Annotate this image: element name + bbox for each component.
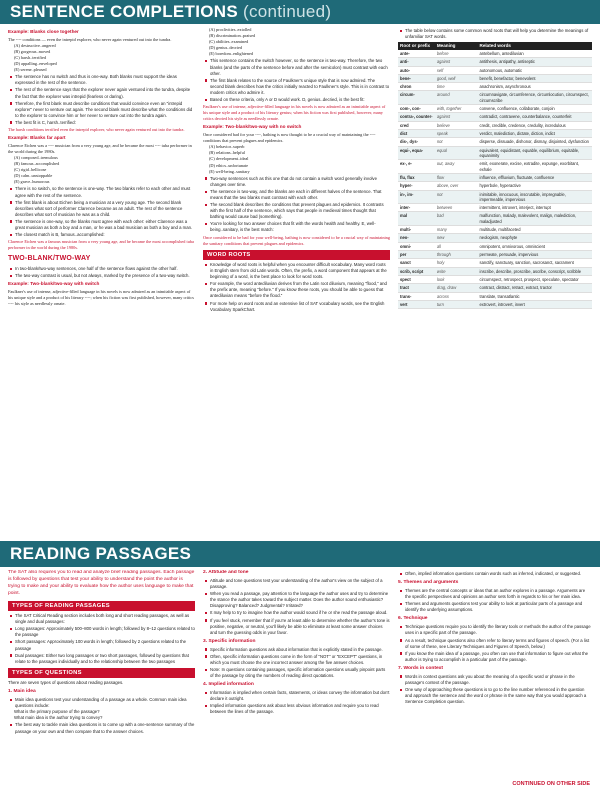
meaning-cell: many xyxy=(435,226,478,234)
table-intro: The table below contains some common word roots that will help you determine the meanings of unfamiliar SAT words. xyxy=(398,28,592,40)
sub-bullet: What is the primary purpose of the passage? xyxy=(14,709,100,715)
example-solution: Once considered to be bad for your well-being, bathing is now considered to be a crucial way of maintaining the sanitary conditions that prevent plagues and epidemics. xyxy=(203,234,390,246)
related-words-cell: equivalent, equidistant, equable, equilibrium, equitable, equanimity xyxy=(478,146,592,160)
root-cell: trans- xyxy=(398,292,435,300)
answer-choice: (A) behavior..superb xyxy=(209,144,245,150)
root-cell: chron xyxy=(398,83,435,91)
table-row xyxy=(398,212,592,226)
table-row xyxy=(398,121,592,129)
table-row xyxy=(398,66,592,74)
answer-choice: (C) harsh..terrified xyxy=(14,54,47,60)
bullet: The first blank is about Eichen being a musician at a very young age. The second blank describes what sort of performer Clarence became as an adult. The rest of the sentence describes what sort of musician he was as a child. xyxy=(8,200,195,218)
banner-suffix: (continued) xyxy=(243,1,332,21)
root-cell: anti- xyxy=(398,58,435,66)
root-cell: mal xyxy=(398,212,435,226)
root-cell: cred xyxy=(398,121,435,129)
table-row xyxy=(398,91,592,105)
answer-choice: (D) genius..decried xyxy=(209,45,243,51)
bullet: Implied information questions ask about less obvious information and require you to read between the lines of the passage. xyxy=(203,703,390,715)
bullet: This sentence contains the switch however, so the sentence is two-way. Therefore, the two blanks (and the parts of the sentence before and after the semicolon) must contrast with each other. xyxy=(203,58,390,76)
answer-choice: (E) serene..pleased xyxy=(14,67,47,73)
bullet: Technique questions require you to identify the literary tools or methods the author of the passage uses in a specific part of the passage. xyxy=(398,624,592,636)
related-words-cell: intermittent, introvert, interject, interrupt xyxy=(478,204,592,212)
bullet: You're looking for two answer choices that fit with the words health and healthy. E, well-being..sanitary, is the best match: xyxy=(203,221,390,233)
table-row xyxy=(398,160,592,174)
bullet: Long passages: Approximately 500–800 words in length; followed by 8–12 questions related to the passage xyxy=(8,626,195,638)
bullet: It may help to try to imagine how the author would sound if he or she read the passage aloud. xyxy=(203,610,390,616)
example-title: Example: Blanks close together xyxy=(8,29,79,34)
answer-choices xyxy=(8,43,195,73)
related-words-cell: credit, credible, credence, credulity, incredulous xyxy=(478,121,592,129)
reading-intro: The SAT also requires you to read and analyze brief reading passages. Each passage is followed by questions that test your ability to understand the point the author is trying to make and your ability to evaluate how the author uses language to make that point. xyxy=(8,570,195,596)
meaning-cell: turn xyxy=(435,300,478,308)
root-cell: equi-, equa- xyxy=(398,146,435,160)
answer-choice: (C) abilities..examined xyxy=(209,39,249,45)
meaning-cell: not xyxy=(435,190,478,204)
table-row xyxy=(398,83,592,91)
meaning-cell: through xyxy=(435,251,478,259)
table-row xyxy=(398,267,592,275)
answer-choice: (E) boredom..enlightened xyxy=(209,51,254,57)
root-cell: spect xyxy=(398,275,435,283)
column-2 xyxy=(203,27,390,539)
bullet: The closest match is B, famous..accomplished: xyxy=(8,232,195,238)
table-row xyxy=(398,58,592,66)
answer-choices xyxy=(203,27,390,57)
example-solution: Faulkner's use of intense, adjective-filled language in his novels is now admired as an inimitable aspect of his unique style and a product of his literary genius; when his fiction was first published, however, many critics decried his style as needlessly ornate. xyxy=(203,104,386,122)
root-cell: ex-, e- xyxy=(398,160,435,174)
meaning-cell: across xyxy=(435,292,478,300)
answer-choice: (A) proclivities..extolled xyxy=(209,27,252,32)
bullet: If you feel stuck, remember that if you're at least able to determine whether the author's tone is positive, negative, or neutral, you'll likely be able to eliminate at least some answer choices and turn the guessing odds in your favor. xyxy=(203,618,390,636)
related-words-cell: antithesis, antipathy, antiseptic xyxy=(478,58,592,66)
bullet: Specific information questions ask about information that is explicitly stated in the passage. xyxy=(203,647,390,653)
table-header-row xyxy=(398,42,592,50)
root-cell: flu, flux xyxy=(398,173,435,181)
root-cell: sanct xyxy=(398,259,435,267)
bullet: The sentence has no switch and thus is one-way. Both blanks must support the ideas expressed in the rest of the sentence. xyxy=(8,74,195,86)
related-words-cell: benefit, benefactor, benevolent xyxy=(478,74,592,82)
column-header: Root or prefix xyxy=(398,42,435,50)
meaning-cell: time xyxy=(435,83,478,91)
table-row xyxy=(398,105,592,113)
bullet: Themes are the central concepts or ideas that an author explores in a passage. Arguments are the specific perspectives and opinions an author sets forth in regards to his or her main idea. xyxy=(398,588,592,600)
meaning-cell: against xyxy=(435,113,478,121)
root-cell: circum- xyxy=(398,91,435,105)
bullet: Information is implied when certain facts, statements, or ideas convey the information but don't declare it outright. xyxy=(203,690,390,702)
table-row xyxy=(398,234,592,242)
bullet: Main idea questions test your understanding of a passage as a whole. Common main idea questions include: xyxy=(8,697,195,709)
example-solution: The harsh conditions terrified even the intrepid explorer, who never again ventured out into the tundra. xyxy=(8,126,185,132)
bullet: For example, the word antediluvian derives from the Latin root diluvium, meaning "flood," and the prefix ante, meaning "before." If you know these roots, you should be able to guess that antediluvian means "before the flood." xyxy=(203,281,390,299)
bullet: For more help on word roots and an extensive list of SAT vocabulary words, see the English Vocabulary SparkChart. xyxy=(203,301,390,313)
subheading: 7. Words in context xyxy=(398,665,444,671)
answer-choice: (D) calm..unstoppable xyxy=(14,173,53,179)
related-words-cell: autonomous, automatic xyxy=(478,66,592,74)
meaning-cell: with, together xyxy=(435,105,478,113)
subheading: 1. Main idea xyxy=(8,689,36,695)
bullet: In two-blank/two-way sentences, one half of the sentence flows against the other half. xyxy=(8,266,195,272)
root-cell: in-, im- xyxy=(398,190,435,204)
root-cell: auto- xyxy=(398,66,435,74)
table-row xyxy=(398,259,592,267)
root-cell: dis-, dys- xyxy=(398,138,435,146)
meaning-cell: drag, draw xyxy=(435,284,478,292)
related-words-cell: omnipotent, omnivorous, omniscient xyxy=(478,242,592,250)
root-cell: contra-, counter- xyxy=(398,113,435,121)
subheading: 2. Attitude and tone xyxy=(203,570,249,575)
related-words-cell: convene, confluence, collaborate, conjoin xyxy=(478,105,592,113)
banner-title: READING PASSAGES xyxy=(10,543,192,563)
answer-choice: (E) grave..humorous xyxy=(14,179,50,185)
example-question: Faulkner's use of intense, adjective-filled language in his novels is now admired as an inimitable aspect of his unique style and a product of his literary ----; when his fiction was first published, however, many critics ---- his style as needlessly ornate. xyxy=(8,289,194,307)
meaning-cell: against xyxy=(435,58,478,66)
root-cell: omni- xyxy=(398,242,435,250)
bullet: The best fit is C, harsh..terrified: xyxy=(8,120,195,126)
related-words-cell: contract, distract, retract, extract, tractor xyxy=(478,284,592,292)
bullet: When you read a passage, pay attention to the language the author uses and try to determine the stance the author takes toward the subject matter. Does the author sound enthusiastic? Disapproving? Balanced? Judgmental? Irritated? xyxy=(203,591,390,609)
column-3 xyxy=(398,27,592,539)
root-cell: neo- xyxy=(398,234,435,242)
table-row xyxy=(398,50,592,58)
related-words-cell: multitude, multifaceted xyxy=(478,226,592,234)
related-words-cell: hyperbole, hyperactive xyxy=(478,182,592,190)
table-body xyxy=(398,50,592,309)
table-row xyxy=(398,204,592,212)
table-row xyxy=(398,173,592,181)
bullet: There is no switch, so the sentence is one-way. The two blanks refer to each other and must agree with the rest of the sentence. xyxy=(8,186,195,198)
answer-choice: (B) gorgeous..moved xyxy=(14,48,51,54)
related-words-cell: influence, effluvium, fluctuate, confluence xyxy=(478,173,592,181)
related-words-cell: neologism, neophyte xyxy=(478,234,592,242)
bullet: Short passages: Approximately 100 words in length; followed by 2 questions related to the passage xyxy=(8,639,195,651)
related-words-cell: extrovert, introvert, invert xyxy=(478,300,592,308)
related-words-cell: emit, exonerate, excise, extradite, expunge, exorbitant, exhale xyxy=(478,160,592,174)
meaning-cell: all xyxy=(435,242,478,250)
reading-column-3 xyxy=(398,570,592,780)
meaning-cell: out, away xyxy=(435,160,478,174)
bullet: Themes and arguments questions test your ability to look at particular parts of a passage and identify the underlying assumptions. xyxy=(398,601,592,613)
table-row xyxy=(398,292,592,300)
table-row xyxy=(398,130,592,138)
word-roots-table xyxy=(398,42,592,309)
meaning-cell: before xyxy=(435,50,478,58)
bullet: Attitude and tone questions test your understanding of the author's view on the subject of a passage. xyxy=(203,578,390,590)
table-row xyxy=(398,182,592,190)
related-words-cell: inimitable, innocuous, inscrutable, impregnable, impermeable, impervious xyxy=(478,190,592,204)
subheading: 6. Technique xyxy=(398,616,428,622)
bullet: The first blank relates to the source of Faulkner's unique style that is now admired. The second blank describes how the critics initially reacted to Faulkner's style. This is in contrast to modern critics who admire it. xyxy=(203,78,390,96)
sub-bullet-list xyxy=(8,709,195,721)
meaning-cell: not xyxy=(435,138,478,146)
meaning-cell: new xyxy=(435,234,478,242)
related-words-cell: permeate, persuade, impervious xyxy=(478,251,592,259)
table-row xyxy=(398,251,592,259)
root-cell: dict xyxy=(398,130,435,138)
table-row xyxy=(398,74,592,82)
meaning-cell: holy xyxy=(435,259,478,267)
related-words-cell: anachronism, asynchronous xyxy=(478,83,592,91)
sub-bullet: What main idea is the author trying to convey? xyxy=(14,715,103,721)
related-words-cell: inscribe, describe, proscribe, ascribe, conscript, scribble xyxy=(478,267,592,275)
root-cell: bene- xyxy=(398,74,435,82)
meaning-cell: self xyxy=(435,66,478,74)
root-cell: vert xyxy=(398,300,435,308)
answer-choice: (D) ethics..unfortunate xyxy=(209,162,249,168)
table-row xyxy=(398,275,592,283)
reading-column-2 xyxy=(203,570,390,792)
subheading: 5. Themes and arguments xyxy=(398,580,459,586)
column-1 xyxy=(8,27,195,539)
answer-choice: (B) famous..accomplished xyxy=(14,161,60,167)
meaning-cell: around xyxy=(435,91,478,105)
related-words-cell: malfunction, malady, malevolent, malign, malediction, maladjusted xyxy=(478,212,592,226)
bullet: The sentence is two-way, and the blanks are each in different halves of the sentence. That means that the two blanks must contrast with each other. xyxy=(203,189,390,201)
table-row xyxy=(398,300,592,308)
related-words-cell: antebellum, antediluvian xyxy=(478,50,592,58)
answer-choice: (D) appalling..enveloped xyxy=(14,61,57,67)
root-cell: ante- xyxy=(398,50,435,58)
bullet: Often, specific information questions come in the form of "NOT" or "EXCEPT" questions, in which you must choose the one incorrect answer among the five answer choices. xyxy=(203,654,390,666)
table-row xyxy=(398,284,592,292)
bullet: If you know the main idea of a passage, you often can use that information to figure out what the author is trying to accomplish in a particular part of the passage. xyxy=(398,651,592,663)
example-title: Example: Two-blank/two-way with switch xyxy=(8,281,100,287)
section-heading-types-of-questions: TYPES OF QUESTIONS xyxy=(8,668,195,678)
example-title: Example: Two-blank/two-way with no switch xyxy=(203,124,302,130)
root-cell: multi- xyxy=(398,226,435,234)
meaning-cell: equal xyxy=(435,146,478,160)
bullet: Dual passages: Either two long passages or two short passages, followed by questions that relate to the passages individually and to the relationship between the two passages xyxy=(8,653,195,665)
reading-column-1 xyxy=(8,570,195,792)
related-words-cell: contradict, contravene, counterbalance, counterfeit xyxy=(478,113,592,121)
meaning-cell: believe xyxy=(435,121,478,129)
example-question: Clarence Eichen was a ---- musician from a very young age, and he became the most ---- tuba performer in the world during the 1980s. xyxy=(8,142,192,154)
bullet: Therefore, the first blank must describe conditions that would convince even an "intrepid explorer" never to venture out again. The second blank must describe what the conditions did to the explorer to convince him or her never to venture out into the tundra again. xyxy=(8,101,195,119)
section-heading-two-blank-two-way: TWO-BLANK/TWO-WAY xyxy=(8,255,91,263)
bullet: Based on these criteria, only A or D would work. D, genius..decried, is the best fit: xyxy=(203,97,390,103)
meaning-cell: flow xyxy=(435,173,478,181)
bullet: One way of approaching these questions is to go to the line number referenced in the question and approach the sentence and the word or phrase in the same way that you would approach a Sentence Completion question. xyxy=(398,687,592,705)
meaning-cell: speak xyxy=(435,130,478,138)
table-row xyxy=(398,190,592,204)
answer-choice: (E) well-being..sanitary xyxy=(209,168,250,174)
bullet: Note: In questions containing passages, specific information questions usually pinpoint parts of the passage by citing the numbers of reading direct quotations. xyxy=(203,667,390,679)
table-row xyxy=(398,242,592,250)
banner-title: SENTENCE COMPLETIONS xyxy=(10,1,238,21)
answer-choice: (B) discrimination..praised xyxy=(209,33,256,39)
bullet: The best way to tackle main idea questions is to come up with a one-sentence summary of the passage on your own and then compare that to the answer choices. xyxy=(8,722,195,734)
root-cell: per xyxy=(398,251,435,259)
example-question: Once considered bad for your ----, bathing is now thought to be a crucial way of maintaining the ---- conditions that prevent plagues and epidemics. xyxy=(203,132,376,144)
example-title: Example: Blanks far apart xyxy=(8,135,66,141)
bullet: The rest of the sentence says that the explorer never again ventured into the tundra, despite the fact that the explorer was intrepid (fearless or daring). xyxy=(8,87,195,99)
column-header: Related words xyxy=(478,42,592,50)
bullet: As a result, technique questions also often refer to literary terms and figures of speech. (For a list of some of these, see Literary Techniques and Figures of Speech, below.) xyxy=(398,638,592,650)
bullet: The SAT Critical Reading section includes both long and short reading passages, as well as single and dual passages: xyxy=(8,613,195,625)
related-words-cell: circumspect, retrospect, prospect, speculate, spectator xyxy=(478,275,592,283)
questions-intro: There are seven types of questions about reading passages. xyxy=(8,680,124,685)
bullet: Often, implied information questions contain words such as inferred, indicated, or suggested. xyxy=(398,571,592,577)
answer-choice: (C) development..ideal xyxy=(209,156,249,162)
answer-choice: (A) destructive..angered xyxy=(14,42,56,48)
answer-choice: (C) rigid..bellicose xyxy=(14,167,47,173)
answer-choice: (B) relations..helpful xyxy=(209,150,245,156)
meaning-cell: good, well xyxy=(435,74,478,82)
root-cell: tract xyxy=(398,284,435,292)
bullet: Knowledge of word roots is helpful when you encounter difficult vocabulary. Many word roots in English stem from old Latin words. Often, the prefix, a word component that appears at the beginning of a word, is the best place to look for word roots. xyxy=(203,262,390,280)
subheading: 4. Implied information xyxy=(203,682,254,688)
bullet: The second blank describes the conditions that prevent plagues and epidemics. It contrasts with the first half of the sentence, which says that people in medieval times thought that bathing would cause bad (something). xyxy=(203,202,390,220)
table-row xyxy=(398,138,592,146)
related-words-cell: circumnavigate, circumference, circumlocution, circumspect, circumscribe xyxy=(478,91,592,105)
answer-choices xyxy=(8,155,195,185)
table-row xyxy=(398,146,592,160)
related-words-cell: verdict, malediction, dictate, diction, indict xyxy=(478,130,592,138)
section-banner-reading-passages xyxy=(0,541,600,567)
continued-footer: CONTINUED ON OTHER SIDE xyxy=(512,781,590,787)
root-cell: inter- xyxy=(398,204,435,212)
bullet: The sentence is one-way, so the blanks must agree with each other: either Clarence was a great musician as both a boy and a man, or he was a bad musician as both a boy and a man. xyxy=(8,219,195,231)
meaning-cell: above, over xyxy=(435,182,478,190)
column-header: Meaning xyxy=(435,42,478,50)
bullet: Words in context questions ask you about the meaning of a specific word or phrase in the passage's context of the passage. xyxy=(398,674,592,686)
root-cell: scrib, script xyxy=(398,267,435,275)
table-row xyxy=(398,113,592,121)
related-words-cell: translate, transatlantic xyxy=(478,292,592,300)
section-banner-sentence-completions xyxy=(0,0,600,24)
root-cell: hyper- xyxy=(398,182,435,190)
subheading: 3. Specific information xyxy=(203,638,256,644)
meaning-cell: write xyxy=(435,267,478,275)
bullet: The two-way contrast is usual, but not always, marked by the presence of a two-way switch. xyxy=(8,273,195,279)
related-words-cell: sanctify, sanctuary, sanction, sacrosanct, sacrament xyxy=(478,259,592,267)
section-heading-word-roots: WORD ROOTS xyxy=(203,250,390,260)
example-question: The ---- conditions — even the intrepid explorer, who never again ventured out into the tundra. xyxy=(8,36,172,42)
example-solution: Clarence Eichen was a famous musician from a very young age, and he became the most accomplished tuba performer in the world during the 1980s. xyxy=(8,239,194,251)
root-cell: com-, con- xyxy=(398,105,435,113)
meaning-cell: look xyxy=(435,275,478,283)
answer-choices xyxy=(203,144,390,174)
answer-choice: (A) composed..tremulous xyxy=(14,154,58,160)
meaning-cell: between xyxy=(435,204,478,212)
table-row xyxy=(398,226,592,234)
section-heading-types-of-passages: TYPES OF READING PASSAGES xyxy=(8,601,195,611)
bullet: Two-way sentences such as this one that do not contain a switch word generally involve changes over time. xyxy=(203,176,390,188)
related-words-cell: disperse, dissuade, dishonor, dismay, disjointed, dysfunction xyxy=(478,138,592,146)
meaning-cell: bad xyxy=(435,212,478,226)
